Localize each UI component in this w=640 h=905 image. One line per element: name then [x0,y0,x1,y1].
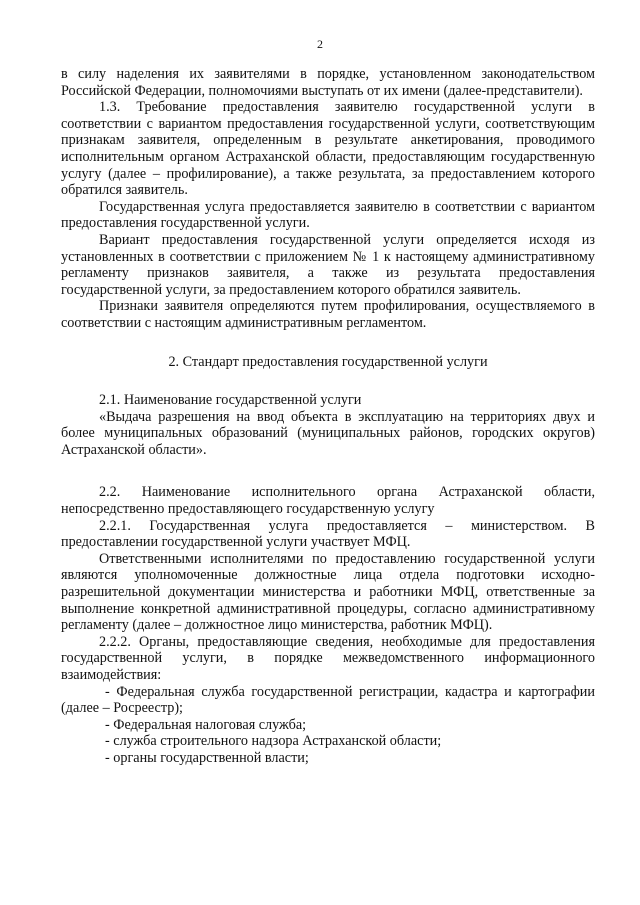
page-number: 2 [317,37,323,51]
list-item-construction-supervision: - служба строительного надзора Астраханской области; [105,733,442,750]
section-2-1-heading: 2.1. Наименование государственной услуги [99,392,362,409]
section-2-2-heading: 2.2. Наименование исполнительного органа Астраханской области, непосредственно предоставляющего государственную услугу [61,484,595,518]
paragraph-representatives: в силу наделения их заявителями в порядке, установленном законодательством Российской Федерации, полномочиями выступать от их имени (далее-представители). [61,66,595,99]
paragraph-variant-determination: Вариант предоставления государственной услуги определяется исходя из установленных в соответствии с приложением № 1 к настоящему административному регламенту признаков заявителя, а также из результата предоставления государственной услуги, за предоставлением которого обратился заявитель. [61,231,595,298]
section-2-2-1: 2.2.1. Государственная услуга предоставляется – министерством. В предоставлении государственной услуги участвует МФЦ. [61,517,595,551]
section-2-1-text: «Выдача разрешения на ввод объекта в эксплуатацию на территориях двух и более муниципальных образований (муниципальных районов, городских округов) Астраханской области». [61,408,595,458]
section-2-2-2: 2.2.2. Органы, предоставляющие сведения, необходимые для предоставления государственной услуги, в порядке межведомственного информационного взаимодействия: [61,633,595,683]
list-item-state-authorities: - органы государственной власти; [105,749,309,766]
section-2-heading: 2. Стандарт предоставления государственной услуги [168,353,488,370]
section-2-2-1-responsible: Ответственными исполнителями по предоставлению государственной услуги являются уполномоченные должностные лица отдела подготовки исходно-разрешительной документации министерства и работники МФЦ, ответственные за выполнение конкретной административной процедуры, согласно административному регламенту (далее – должностное лицо министерства, работник МФЦ). [61,550,595,634]
list-item-rosreestr: - Федеральная служба государственной регистрации, кадастра и картографии (далее – Росреестр); [61,683,595,717]
document-body [61,66,595,767]
paragraph-service-variant: Государственная услуга предоставляется заявителю в соответствии с вариантом предоставления государственной услуги. [61,198,595,232]
paragraph-applicant-attributes: Признаки заявителя определяются путем профилирования, осуществляемого в соответствии с настоящим административным регламентом. [61,298,595,331]
paragraph-1-3: 1.3. Требование предоставления заявителю государственной услуги в соответствии с вариантом предоставления государственной услуги, соответствующим признакам заявителя, определенным в результате анкетирования, проводимого исполнительным органом Астраханской области, предоставляющим государственную услугу (далее – профилирование), а также результата, за предоставлением которого обратился заявитель. [61,99,595,199]
list-item-tax-service: - Федеральная налоговая служба; [105,716,307,733]
